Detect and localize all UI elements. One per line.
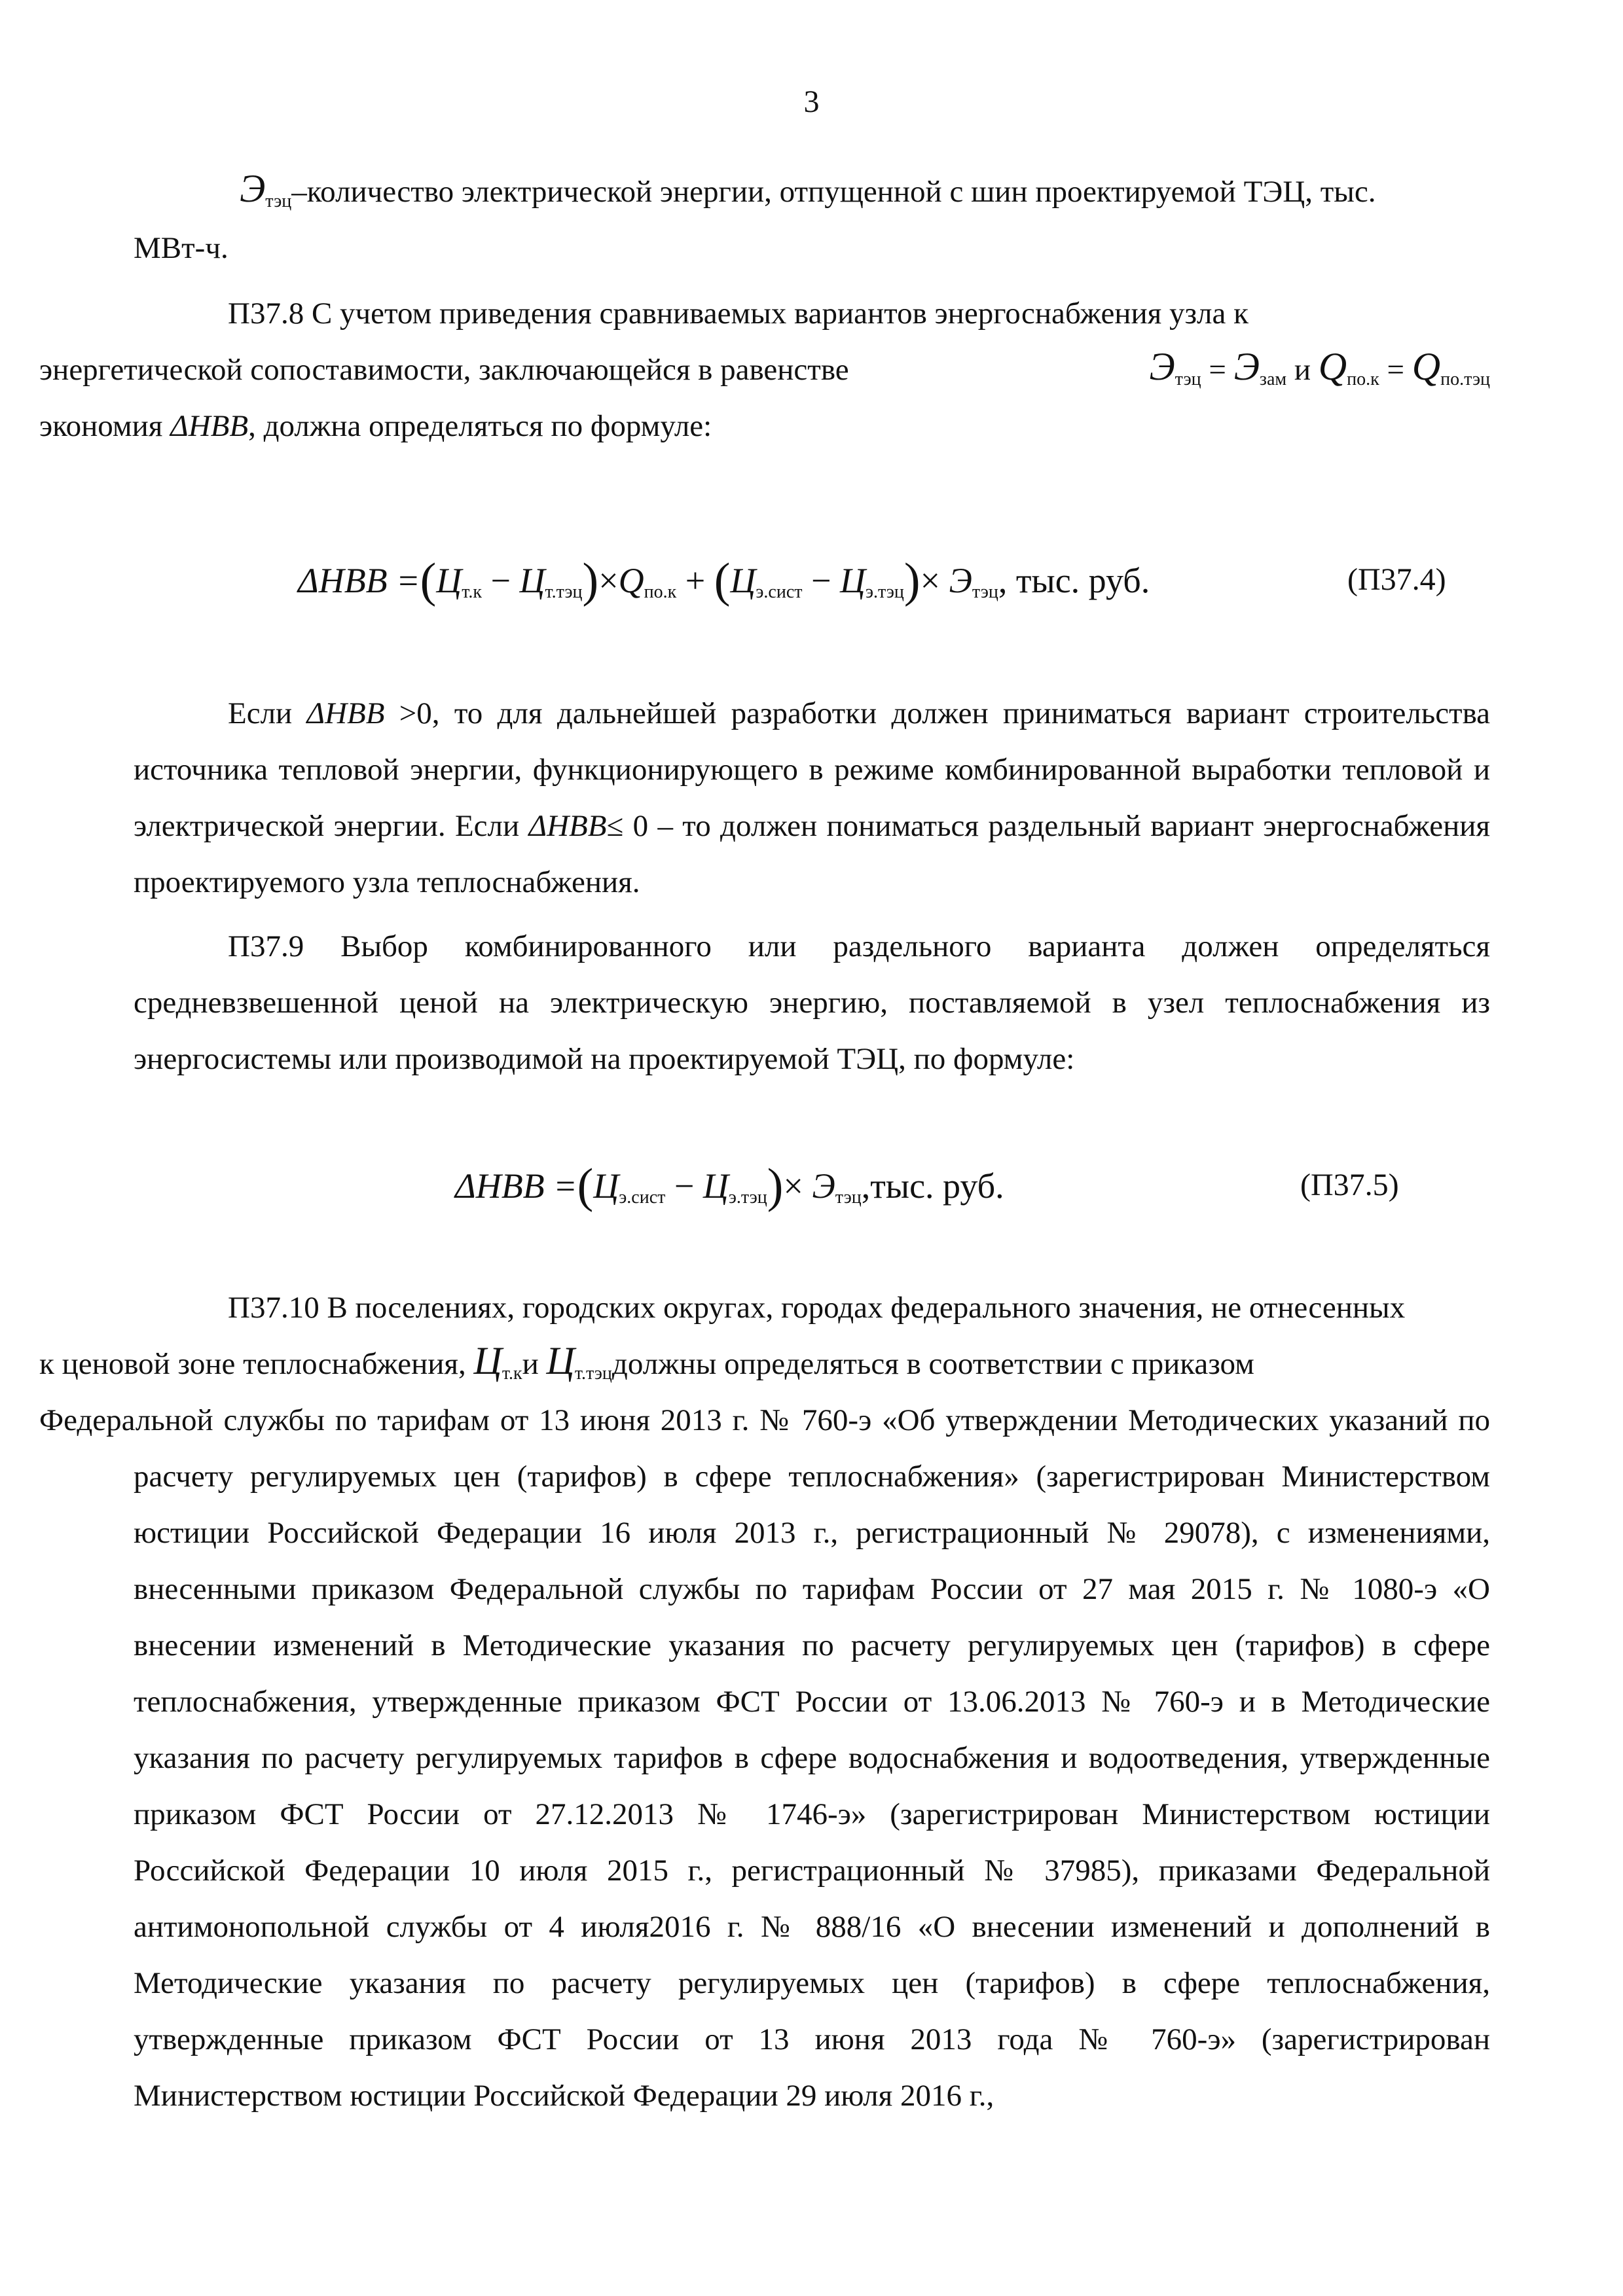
delta-nvv-symbol: ΔНВВ — [170, 409, 249, 443]
formula-p37-4: $\Delta НВВ =(Ц_{т.к} - Ц_{т.тэц})\times Q_{по.к} + (Ц_{э.сист} - Ц_{э.тэц})\times Э_{тэц}$, тыс. руб. — [298, 554, 1150, 607]
definition-text: –количество электрической энергии, отпущенной с шин проектируемой ТЭЦ, тыс. — [291, 175, 1376, 209]
page-number: 3 — [803, 84, 820, 119]
paragraph-p37-10: П37.10 В поселениях, городских округах, городах федерального значения, не отнесенных к ценовой зоне теплоснабжения, $Ц_{т.к}и$ $Ц_{т.тэц}должны$ определяться в соответствии с приказом Федеральной службы по тарифам от 13 июня 2013 г. № 760-э «Об утверждении Методических указаний по расчету регулируемых цен (тарифов) в сфере теплоснабжения» (зарегистрирован Министерством юстиции Российской Федерации 16 июля 2013 г., регистрационный № 29078), с изменениями, внесенными приказом Федеральной службы по тарифам России от 27 мая 2015 г. № 1080-э «О внесении изменений в Методические указания по расчету регулируемых цен (тарифов) в сфере теплоснабжения, утвержденные приказом ФСТ России от 13.06.2013 № 760-э и в Методические указания по расчету регулируемых тарифов в сфере водоснабжения и водоотведения, утвержденные приказом ФСТ России от 27.12.2013 № 1746-э» (зарегистрирован Министерством юстиции Российской Федерации 10 июля 2015 г., регистрационный № 37985), приказами Федеральной антимонопольной службы от 4 июля2016 г. № 888/16 «О внесении изменений и дополнений в Методические указания по расчету регулируемых цен (тарифов) в сфере теплоснабжения, утвержденные приказом ФСТ России от 13 июня 2013 года № 760-э» (зарегистрирован Министерством юстиции Российской Федерации 29 июля 2016 г., — [39, 1291, 1490, 2113]
equality-condition: $Э_{тэц} = Э_{зам}$ и $Q_{по.к} = Q_{по.тэц}$ — [1149, 345, 1490, 389]
formula-number-p37-4: (П37.4) — [1347, 562, 1446, 597]
formula-number-p37-5: (П37.5) — [1300, 1168, 1399, 1202]
paragraph-p37-9: П37.9 Выбор комбинированного или раздельного варианта должен определяться средневзвешенной ценой на электрическую энергию, поставляемой в узел теплоснабжения из энергосистемы или производимой на проектируемой ТЭЦ, по формуле: — [134, 929, 1490, 1076]
paragraph-condition: Если ΔНВВ >0, то для дальнейшей разработки должен приниматься вариант строительства источника тепловой энергии, функционирующего в режиме комбинированной выработки тепловой и электрической энергии. Если ΔНВВ≤ 0 – то должен пониматься раздельный вариант энергоснабжения проектируемого узла теплоснабжения. — [134, 696, 1491, 899]
paragraph-p37-8: П37.8 С учетом приведения сравниваемых вариантов энергоснабжения узла к энергетической сопоставимости, заключающейся в равенстве $Э_{тэц} = Э_{зам}$ и $Q_{по.к} = Q_{по.тэц}$ экономия ΔНВВ, должна определяться по формуле: — [39, 296, 1490, 443]
symbol-e: Э — [240, 167, 266, 210]
p37-8-line1: П37.8 С учетом приведения сравниваемых вариантов энергоснабжения узла к — [228, 296, 1249, 331]
definition-unit: МВт-ч. — [134, 231, 228, 265]
paragraph-energy-definition: $Э_{тэц}$–количество электрической энергии, отпущенной с шин проектируемой ТЭЦ, тыс. МВт-ч. — [134, 167, 1376, 265]
formula-p37-5: $\Delta НВВ =(Ц_{э.сист} - Ц_{э.тэц})\times Э_{тэц},тыс$. руб. — [455, 1159, 1004, 1213]
